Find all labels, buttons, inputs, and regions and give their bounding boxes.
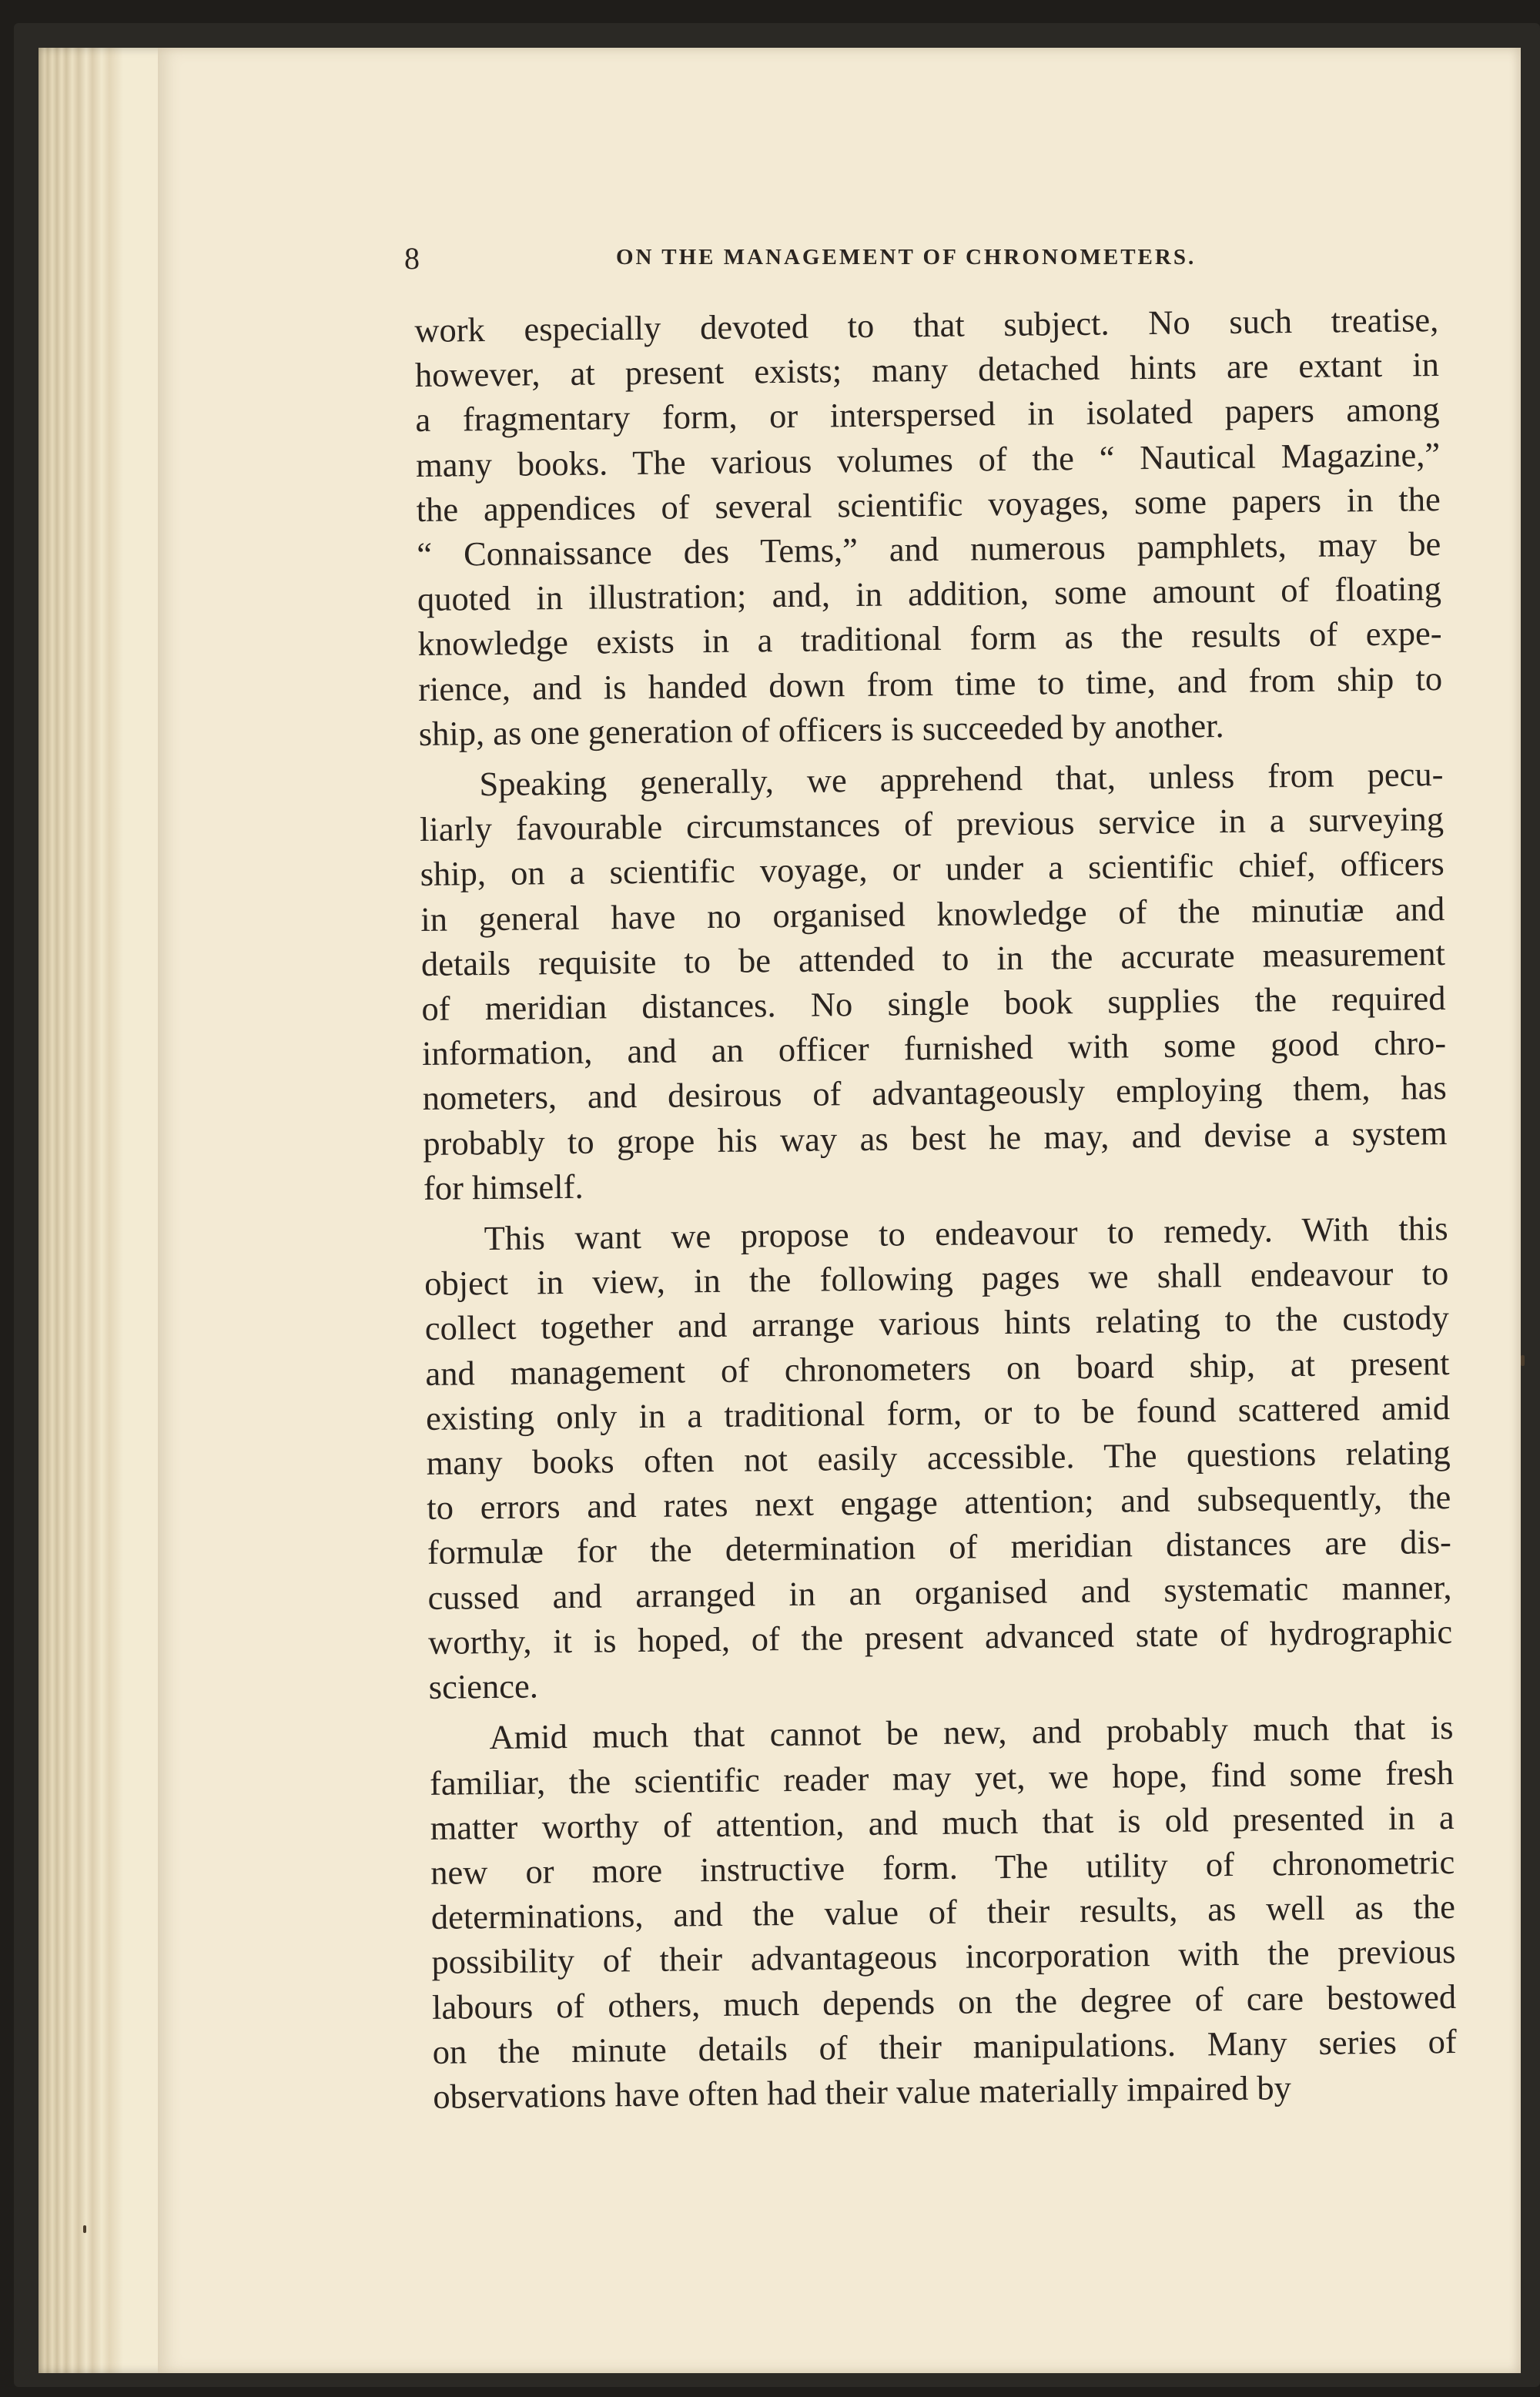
paragraph (414, 297, 1443, 756)
text-line: of meridian distances. No single book supplies the required (421, 979, 1446, 1028)
text-line: work especially devoted to that subject. No such treatise, (414, 300, 1439, 350)
text-line: “ Connaissance des Tems,” and numerous pamphlets, may be (417, 524, 1441, 574)
page-edges (38, 48, 177, 2373)
page-number: 8 (404, 241, 420, 276)
text-line: to errors and rates next engage attention; and subsequently, the (427, 1478, 1451, 1528)
text-line: This want we propose to endeavour to remedy. With this (484, 1209, 1448, 1258)
text-line: quoted in illustration; and, in addition, some amount of floating (417, 569, 1442, 619)
text-line: the appendices of several scientific voyages, some papers in the (416, 479, 1441, 529)
text-line: many books. The various volumes of the “ Nautical Magazine,” (415, 434, 1441, 484)
text-line: science. (428, 1666, 539, 1706)
text-line: rience, and is handed down from time to time, and from ship to (417, 658, 1443, 708)
text-line: ship, on a scientific voyage, or under a scientific chief, officers (420, 844, 1445, 894)
text-line: determinations, and the value of their results, as well as the (430, 1887, 1456, 1937)
text-line: on the minute details of their manipulations. Many series of (432, 2021, 1457, 2071)
text-line: however, at present exists; many detached hints are extant in (414, 345, 1440, 395)
paragraph (429, 1705, 1457, 2119)
text-line: for himself. (423, 1167, 584, 1207)
text-line: observations have often had their value materially impaired by (433, 2068, 1292, 2116)
text-line: probably to grope his way as best he may, and devise a system (423, 1113, 1448, 1163)
paragraph (424, 1206, 1453, 1709)
text-line: information, and an officer furnished with some good chro- (421, 1023, 1447, 1073)
text-line: ship, as one generation of officers is succeeded by another. (418, 705, 1224, 753)
running-head: ON THE MANAGEMENT OF CHRONOMETERS. (616, 245, 1197, 269)
text-line: liarly favourable circumstances of previous service in a surveying (419, 799, 1445, 849)
ink-speck (1521, 1355, 1525, 1366)
text-line: and management of chronometers on board ship, at present (425, 1343, 1450, 1393)
ink-speck (83, 2225, 86, 2233)
text-line: worthy, it is hoped, of the present advanced state of hydrographic (427, 1612, 1453, 1662)
text-line: in general have no organised knowledge of the minutiæ and (420, 889, 1445, 939)
text-line: possibility of their advantageous incorporation with the previous (431, 1932, 1456, 1982)
body-text (414, 297, 1458, 2119)
text-line: familiar, the scientific reader may yet, we hope, find some fresh (429, 1753, 1455, 1803)
text-line: Amid much that cannot be new, and probably much that is (489, 1708, 1454, 1757)
text-line: nometers, and desirous of advantageously employing them, has (422, 1068, 1447, 1118)
text-line: formulæ for the determination of meridian distances are dis- (427, 1522, 1452, 1572)
text-line: details requisite to be attended to in the accurate measurement (420, 933, 1446, 983)
text-line: a fragmentary form, or interspersed in isolated papers among (415, 390, 1440, 440)
page-header (246, 239, 1432, 285)
text-line: new or more instructive form. The utility of chronometric (430, 1842, 1455, 1892)
text-line: many books often not easily accessible. The questions relating (426, 1433, 1451, 1482)
text-line: object in view, in the following pages we shall endeavour to (424, 1254, 1449, 1304)
text-line: collect together and arrange various hints relating to the custody (424, 1298, 1450, 1348)
text-line: matter worthy of attention, and much that is old presented in a (430, 1797, 1455, 1847)
text-line: cussed and arranged in an organised and systematic manner, (427, 1567, 1452, 1617)
text-line: existing only in a traditional form, or to be found scattered amid (425, 1388, 1451, 1438)
text-line: Speaking generally, we apprehend that, unless from pecu- (479, 755, 1444, 804)
text-line: labours of others, much depends on the degree of care bestowed (431, 1977, 1457, 2027)
paragraph (419, 752, 1448, 1210)
text-line: knowledge exists in a traditional form as the results of expe- (417, 614, 1442, 664)
